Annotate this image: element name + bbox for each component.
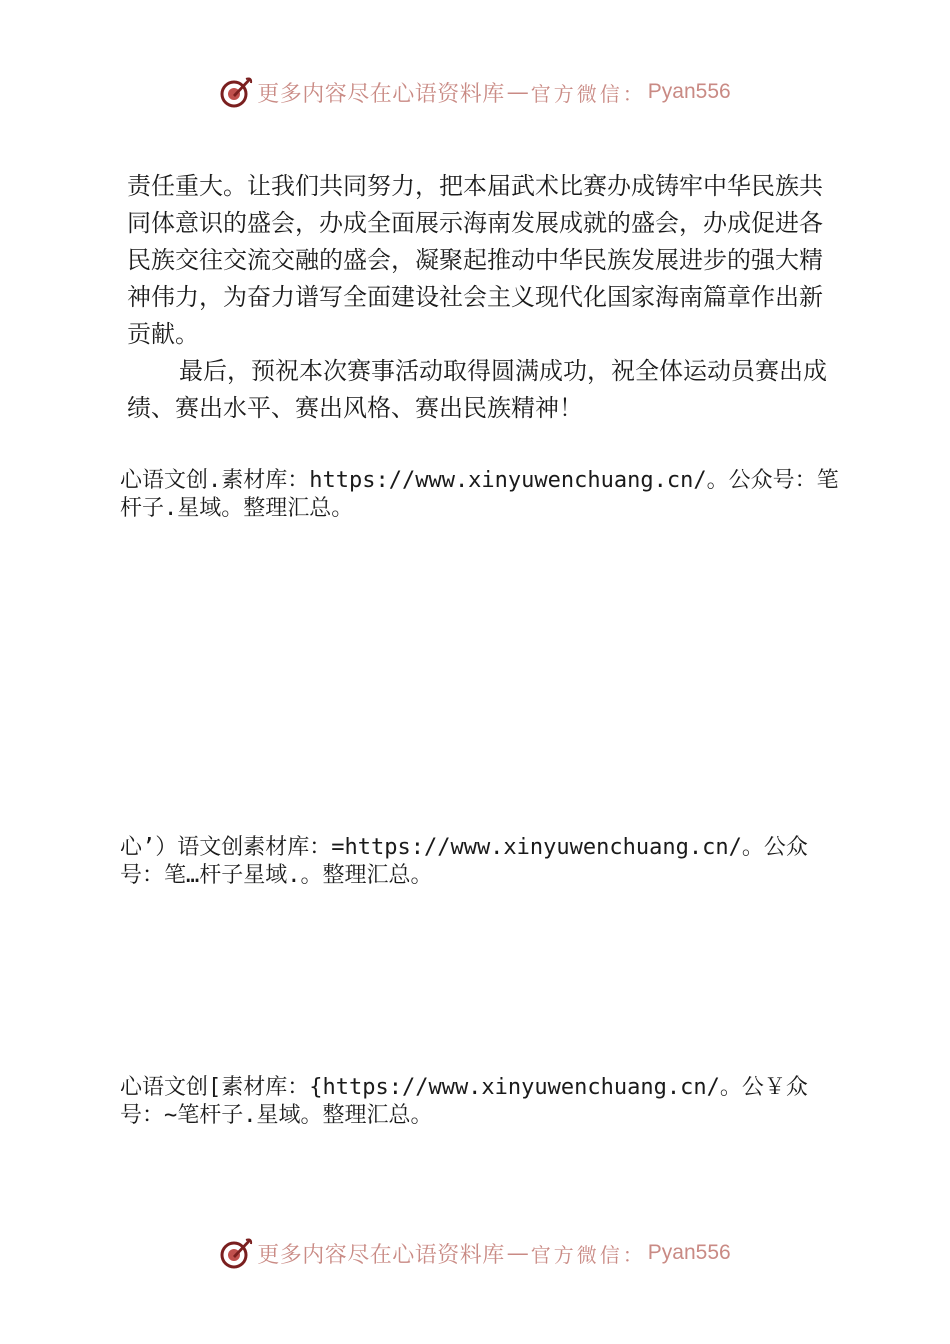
footer-banner-text: 更多内容尽在心语资料库 — [257, 1242, 505, 1268]
paragraph-1: 责任重大。让我们共同努力，把本届武术比赛办成铸牢中华民族共同体意识的盛会，办成全面展示海南发展成就的盛会，办成促进各民族交往交流交融的盛会，凝聚起推动中华民族发展进步的强大精神伟力，为奋力谱写全面建设社会主义现代化国家海南篇章作出新贡献。 — [127, 172, 823, 348]
source-note-1: 心语文创.素材库：https://www.xinyuwenchuang.cn/。公众号：笔杆子.星域。整理汇总。 — [120, 468, 839, 521]
header-banner-separator: — — [506, 79, 529, 105]
quill-logo-icon — [219, 75, 253, 109]
header-wechat-id: Pyan556 — [647, 80, 731, 103]
footer-banner — [0, 1231, 950, 1275]
source-note-3: 心语文创[素材库：{https://www.xinyuwenchuang.cn/。公￥众号：~笔杆子.星域。整理汇总。 — [120, 1075, 808, 1128]
source-note-2: 心’）语文创素材库：=https://www.xinyuwenchuang.cn/。公众号：笔…杆子星域.。整理汇总。 — [120, 835, 808, 888]
quill-logo-icon — [219, 1236, 253, 1270]
body-text — [127, 168, 833, 427]
footer-banner-label: 官方微信： — [530, 1242, 646, 1267]
header-banner-text: 更多内容尽在心语资料库 — [257, 81, 505, 107]
header-banner-label: 官方微信： — [530, 81, 646, 106]
header-banner — [0, 70, 950, 114]
footer-banner-separator: — — [506, 1240, 529, 1266]
footer-wechat-id: Pyan556 — [647, 1241, 731, 1264]
paragraph-2: 最后，预祝本次赛事活动取得圆满成功，祝全体运动员赛出成绩、赛出水平、赛出风格、赛出民族精神！ — [127, 357, 827, 422]
